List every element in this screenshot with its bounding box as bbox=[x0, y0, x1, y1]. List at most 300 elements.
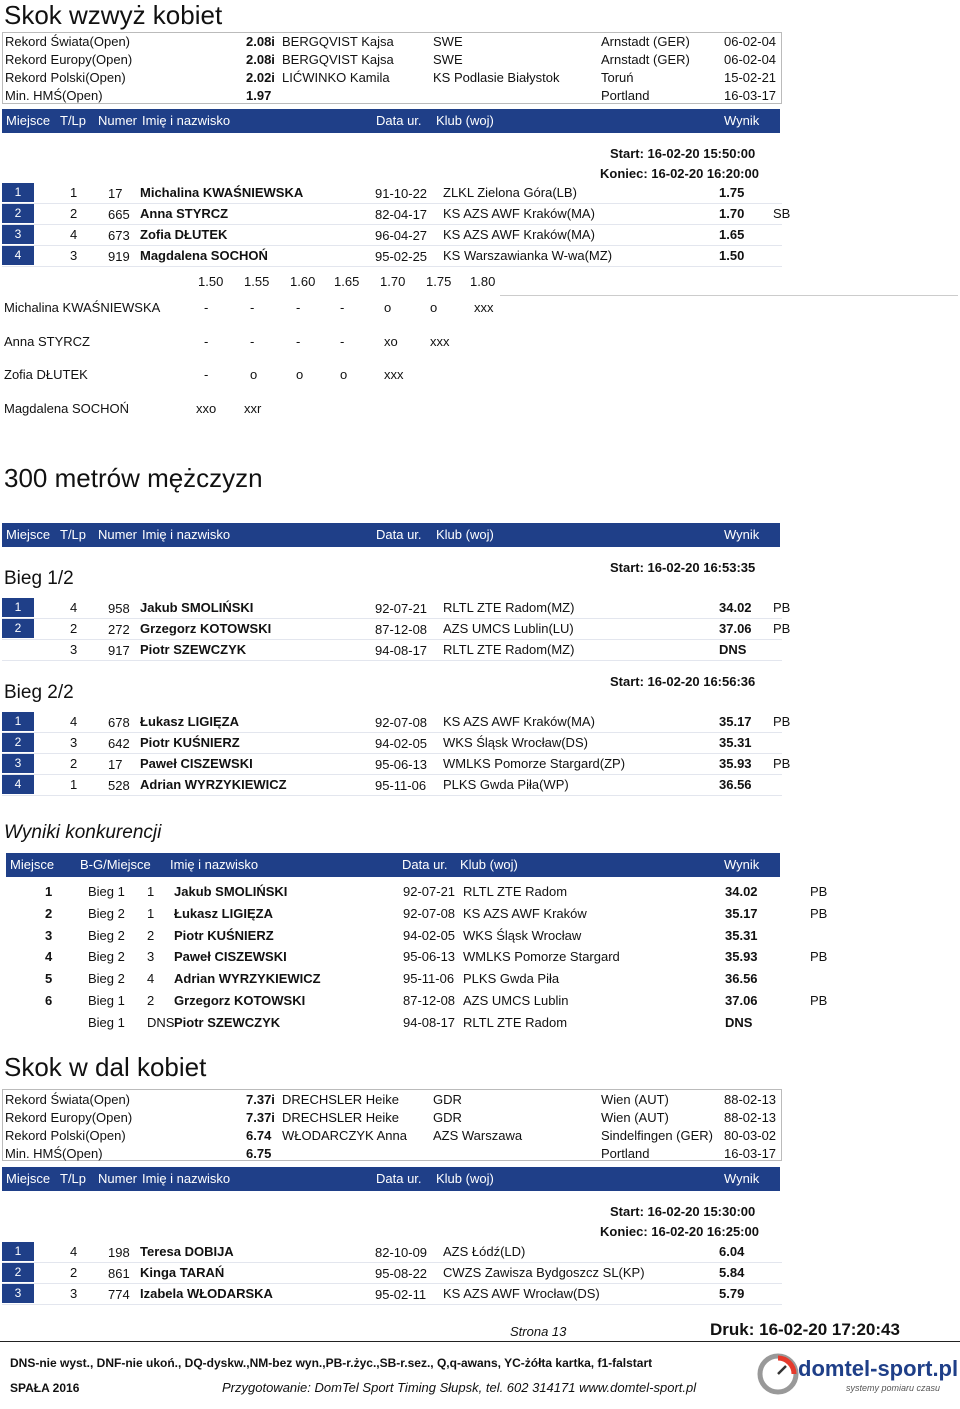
bib-number: 17 bbox=[108, 186, 123, 201]
hj-table-header bbox=[2, 109, 780, 133]
birth-date: 95-06-13 bbox=[375, 757, 428, 772]
club-name: RLTL ZTE Radom(MZ) bbox=[443, 600, 575, 615]
athlete-name: Łukasz LIGIĘZA bbox=[140, 714, 239, 729]
record-date: 06-02-04 bbox=[724, 34, 777, 49]
record-label: Rekord Świata(Open) bbox=[5, 34, 130, 49]
lane-number: 1 bbox=[70, 777, 78, 792]
attempt-mark: - bbox=[340, 333, 345, 349]
record-club: KS Podlasie Białystok bbox=[433, 70, 560, 85]
header-data: Data ur. bbox=[376, 113, 422, 128]
table-row bbox=[0, 1015, 960, 1035]
table-row bbox=[0, 1284, 960, 1304]
result-value: DNS bbox=[719, 642, 747, 657]
comp-heat: Bieg 1 bbox=[88, 993, 125, 1008]
result-value: 35.17 bbox=[725, 905, 758, 921]
lane-number: 2 bbox=[70, 621, 78, 636]
header-data: Data ur. bbox=[376, 1171, 422, 1186]
record-place: Toruń bbox=[601, 70, 634, 85]
comp-header-miejsce: Miejsce bbox=[10, 857, 55, 872]
attempt-mark: - bbox=[204, 300, 209, 315]
header-wynik: Wynik bbox=[724, 1171, 760, 1186]
attempt-mark: - bbox=[340, 300, 345, 315]
record-value: 7.37i bbox=[246, 1110, 275, 1125]
birth-date: 94-08-17 bbox=[403, 1014, 456, 1030]
birth-date: 95-02-11 bbox=[375, 1287, 427, 1302]
place-badge: 2 bbox=[2, 619, 34, 638]
bib-number: 774 bbox=[108, 1287, 130, 1302]
comp-heat-place: 3 bbox=[147, 949, 155, 965]
place-badge: 1 bbox=[2, 183, 34, 202]
header-data: Data ur. bbox=[376, 527, 422, 542]
bib-number: 861 bbox=[108, 1266, 130, 1281]
page-number: Strona 13 bbox=[510, 1324, 567, 1339]
athlete-name: Jakub SMOLIŃSKI bbox=[174, 884, 288, 899]
record-value: 2.08i bbox=[246, 34, 275, 49]
attempt-mark: o bbox=[430, 300, 438, 315]
birth-date: 95-02-25 bbox=[375, 249, 428, 264]
record-value: 2.08i bbox=[246, 52, 275, 67]
heat-start: Start: 16-02-20 16:56:36 bbox=[610, 674, 756, 689]
record-holder: DRECHSLER Heike bbox=[282, 1092, 400, 1107]
heat-label: Bieg 2/2 bbox=[4, 682, 74, 703]
result-note: PB bbox=[810, 993, 828, 1008]
bib-number: 673 bbox=[108, 228, 130, 243]
header-imie: Imię i nazwisko bbox=[142, 527, 231, 542]
record-label: Rekord Świata(Open) bbox=[5, 1092, 130, 1107]
comp-heat: Bieg 2 bbox=[88, 927, 125, 943]
lane-number: 4 bbox=[70, 714, 78, 729]
header-lp: T/Lp bbox=[60, 527, 87, 542]
height-label: 1.55 bbox=[244, 274, 270, 289]
attempt-mark: xxx bbox=[474, 300, 494, 315]
header-numer: Numer bbox=[98, 113, 138, 128]
attempt-mark: o bbox=[384, 300, 392, 315]
place-badge: 2 bbox=[2, 1263, 34, 1282]
bib-number: 958 bbox=[108, 601, 130, 616]
attempt-mark: o bbox=[340, 367, 348, 382]
table-row bbox=[0, 971, 960, 991]
table-row bbox=[0, 906, 960, 926]
club-name: PLKS Gwda Piła bbox=[463, 971, 560, 987]
record-date: 15-02-21 bbox=[724, 70, 777, 85]
comp-place: 6 bbox=[45, 993, 53, 1008]
place-badge: 1 bbox=[2, 1242, 34, 1261]
result-note: PB bbox=[773, 621, 791, 636]
record-holder: WŁODARCZYK Anna bbox=[282, 1128, 407, 1143]
attempt-mark: - bbox=[296, 333, 301, 349]
record-value: 6.74 bbox=[246, 1128, 272, 1143]
lj-start: Start: 16-02-20 15:30:00 bbox=[610, 1204, 756, 1219]
table-row bbox=[0, 775, 960, 795]
comp-heat: Bieg 2 bbox=[88, 905, 125, 921]
club-name: WKS Śląsk Wrocław(DS) bbox=[443, 735, 588, 750]
attempt-mark: xxr bbox=[244, 400, 262, 416]
birth-date: 96-04-27 bbox=[375, 228, 428, 243]
prepared-by: Przygotowanie: DomTel Sport Timing Słupsk, tel. 602 314171 www.domtel-sport.pl bbox=[222, 1380, 697, 1395]
athlete-name: Paweł CISZEWSKI bbox=[174, 949, 287, 965]
club-name: RLTL ZTE Radom bbox=[463, 1014, 568, 1030]
attempt-mark: o bbox=[296, 367, 304, 382]
result-note: SB bbox=[773, 206, 791, 221]
attempt-mark: xxx bbox=[430, 333, 450, 349]
club-name: AZS Łódź(LD) bbox=[443, 1244, 526, 1259]
club-name: RLTL ZTE Radom(MZ) bbox=[443, 642, 575, 657]
legend: DNS-nie wyst., DNF-nie ukoń., DQ-dyskw.,NM-bez wyn.,PB-r.życ.,SB-r.sez., Q,q-awans, YC-żółta kartka, f1-falstart bbox=[10, 1356, 653, 1370]
record-holder: BERGQVIST Kajsa bbox=[282, 34, 394, 49]
comp-heat-place: DNS bbox=[147, 1014, 175, 1030]
birth-date: 87-12-08 bbox=[375, 622, 428, 637]
height-label: 1.50 bbox=[198, 274, 224, 289]
record-holder: LIĆWINKO Kamila bbox=[282, 70, 390, 85]
record-value: 2.02i bbox=[246, 70, 275, 85]
record-holder: DRECHSLER Heike bbox=[282, 1110, 400, 1125]
record-place: Arnstadt (GER) bbox=[601, 34, 690, 49]
athlete-name: Adrian WYRZYKIEWICZ bbox=[174, 971, 321, 987]
athlete-name: Michalina KWAŚNIEWSKA bbox=[140, 185, 304, 200]
attempt-mark: - bbox=[250, 300, 255, 315]
result-note: PB bbox=[773, 714, 791, 729]
birth-date: 94-08-17 bbox=[375, 643, 428, 658]
table-row bbox=[0, 884, 960, 904]
record-club: SWE bbox=[433, 34, 463, 49]
club-name: AZS UMCS Lublin bbox=[463, 993, 569, 1008]
lane-number: 4 bbox=[70, 600, 78, 615]
comp-heat: Bieg 1 bbox=[88, 1014, 125, 1030]
place-badge: 1 bbox=[2, 712, 34, 731]
table-row bbox=[0, 733, 960, 753]
attempt-athlete: Magdalena SOCHOŃ bbox=[4, 400, 129, 416]
heat-start: Start: 16-02-20 16:53:35 bbox=[610, 560, 756, 575]
height-label: 1.75 bbox=[426, 274, 452, 289]
bib-number: 198 bbox=[108, 1245, 130, 1260]
comp-heat: Bieg 2 bbox=[88, 971, 125, 987]
record-label: Rekord Polski(Open) bbox=[5, 70, 126, 85]
lane-number: 3 bbox=[70, 642, 78, 657]
logo-text: domtel-sport.pl bbox=[798, 1356, 959, 1381]
result-note: PB bbox=[810, 884, 828, 899]
lane-number: 3 bbox=[70, 735, 78, 750]
bib-number: 528 bbox=[108, 778, 130, 793]
comp-title: Wyniki konkurencji bbox=[4, 822, 162, 843]
attempt-mark: - bbox=[250, 333, 255, 349]
comp-header-imie: Imię i nazwisko bbox=[170, 857, 259, 872]
result-value: 35.31 bbox=[725, 927, 758, 943]
bib-number: 917 bbox=[108, 643, 130, 658]
comp-header-data: Data ur. bbox=[402, 857, 448, 872]
club-name: KS AZS AWF Kraków(MA) bbox=[443, 714, 595, 729]
attempt-athlete: Anna STYRCZ bbox=[4, 333, 90, 349]
athlete-name: Grzegorz KOTOWSKI bbox=[174, 993, 306, 1008]
club-name: CWZS Zawisza Bydgoszcz SL(KP) bbox=[443, 1265, 645, 1280]
record-club: AZS Warszawa bbox=[433, 1128, 523, 1143]
club-name: KS AZS AWF Kraków(MA) bbox=[443, 227, 595, 242]
athlete-name: Piotr SZEWCZYK bbox=[174, 1014, 281, 1030]
athlete-name: Piotr KUŚNIERZ bbox=[174, 927, 274, 943]
bib-number: 17 bbox=[108, 757, 123, 772]
m300-title: 300 metrów mężczyzn bbox=[4, 463, 263, 493]
club-name: KS AZS AWF Kraków(MA) bbox=[443, 206, 595, 221]
table-row bbox=[0, 1242, 960, 1262]
lane-number: 2 bbox=[70, 756, 78, 771]
comp-heat: Bieg 2 bbox=[88, 949, 125, 965]
comp-header-wynik: Wynik bbox=[724, 857, 760, 872]
record-value: 7.37i bbox=[246, 1092, 275, 1107]
comp-place: 2 bbox=[45, 905, 53, 921]
birth-date: 94-02-05 bbox=[403, 927, 456, 943]
bib-number: 642 bbox=[108, 736, 130, 751]
birth-date: 92-07-08 bbox=[403, 905, 456, 921]
record-label: Min. HMŚ(Open) bbox=[5, 1146, 103, 1161]
m300-table-header bbox=[2, 523, 780, 547]
birth-date: 94-02-05 bbox=[375, 736, 428, 751]
table-row bbox=[0, 246, 960, 266]
header-numer: Numer bbox=[98, 1171, 138, 1186]
record-value: 1.97 bbox=[246, 88, 272, 103]
attempt-mark: o bbox=[250, 367, 258, 382]
result-value: DNS bbox=[725, 1014, 753, 1030]
birth-date: 87-12-08 bbox=[403, 993, 456, 1008]
lane-number: 4 bbox=[70, 227, 78, 242]
record-club: GDR bbox=[433, 1092, 462, 1107]
club-name: AZS UMCS Lublin(LU) bbox=[443, 621, 574, 636]
height-label: 1.60 bbox=[290, 274, 316, 289]
lane-number: 3 bbox=[70, 248, 78, 263]
record-place: Sindelfingen (GER) bbox=[601, 1128, 713, 1143]
result-value: 1.75 bbox=[719, 185, 745, 200]
header-klub: Klub (woj) bbox=[436, 1171, 494, 1186]
header-klub: Klub (woj) bbox=[436, 113, 494, 128]
result-value: 34.02 bbox=[725, 884, 758, 899]
record-label: Rekord Polski(Open) bbox=[5, 1128, 126, 1143]
lj-table-header bbox=[2, 1167, 780, 1191]
comp-heat-place: 2 bbox=[147, 993, 155, 1008]
athlete-name: Kinga TARAŃ bbox=[140, 1265, 225, 1280]
result-value: 36.56 bbox=[719, 777, 752, 792]
birth-date: 95-06-13 bbox=[403, 949, 456, 965]
athlete-name: Anna STYRCZ bbox=[140, 206, 229, 221]
header-miejsce: Miejsce bbox=[6, 113, 51, 128]
record-date: 16-03-17 bbox=[724, 1146, 777, 1161]
birth-date: 92-07-08 bbox=[375, 715, 428, 730]
result-value: 1.65 bbox=[719, 227, 745, 242]
athlete-name: Piotr SZEWCZYK bbox=[140, 642, 247, 657]
birth-date: 91-10-22 bbox=[375, 186, 428, 201]
table-row bbox=[0, 949, 960, 969]
place-badge: 3 bbox=[2, 754, 34, 773]
result-note: PB bbox=[810, 949, 828, 965]
logo-sub: systemy pomiaru czasu bbox=[846, 1383, 941, 1393]
athlete-name: Paweł CISZEWSKI bbox=[140, 756, 253, 771]
result-value: 35.17 bbox=[719, 714, 752, 729]
comp-heat-place: 1 bbox=[147, 884, 155, 899]
lj-title: Skok w dal kobiet bbox=[4, 1052, 207, 1082]
table-row bbox=[0, 712, 960, 732]
record-value: 6.75 bbox=[246, 1146, 272, 1161]
result-value: 5.84 bbox=[719, 1265, 745, 1280]
lane-number: 2 bbox=[70, 206, 78, 221]
athlete-name: Adrian WYRZYKIEWICZ bbox=[140, 777, 287, 792]
club-name: WMLKS Pomorze Stargard(ZP) bbox=[443, 756, 626, 771]
record-label: Rekord Europy(Open) bbox=[5, 1110, 133, 1125]
club-name: WKS Śląsk Wrocław bbox=[463, 927, 582, 943]
header-lp: T/Lp bbox=[60, 113, 87, 128]
domtel-logo-icon bbox=[756, 1352, 800, 1396]
comp-heat-place: 2 bbox=[147, 927, 155, 943]
comp-heat-place: 4 bbox=[147, 971, 155, 987]
comp-heat-place: 1 bbox=[147, 905, 155, 921]
result-value: 35.93 bbox=[719, 756, 752, 771]
record-place: Portland bbox=[601, 88, 650, 103]
club-name: RLTL ZTE Radom bbox=[463, 884, 568, 899]
club-name: PLKS Gwda Piła(WP) bbox=[443, 777, 569, 792]
athlete-name: Łukasz LIGIĘZA bbox=[174, 905, 273, 921]
place-badge: 2 bbox=[2, 733, 34, 752]
club-name: KS Warszawianka W-wa(MZ) bbox=[443, 248, 613, 263]
height-label: 1.65 bbox=[334, 274, 360, 289]
lane-number: 3 bbox=[70, 1286, 78, 1301]
row-divider bbox=[2, 660, 782, 661]
hj-start: Start: 16-02-20 15:50:00 bbox=[610, 146, 756, 161]
header-imie: Imię i nazwisko bbox=[142, 1171, 231, 1186]
athlete-name: Magdalena SOCHOŃ bbox=[140, 248, 268, 263]
row-divider bbox=[2, 1304, 782, 1305]
athlete-name: Izabela WŁODARSKA bbox=[140, 1286, 273, 1301]
header-wynik: Wynik bbox=[724, 113, 760, 128]
comp-place: 5 bbox=[45, 971, 53, 987]
place-badge: 3 bbox=[2, 225, 34, 244]
attempt-athlete: Michalina KWAŚNIEWSKA bbox=[4, 300, 161, 315]
comp-place: 3 bbox=[45, 927, 53, 943]
result-note: PB bbox=[773, 600, 791, 615]
result-value: 35.31 bbox=[719, 735, 752, 750]
record-holder: BERGQVIST Kajsa bbox=[282, 52, 394, 67]
table-row bbox=[0, 993, 960, 1013]
hj-title: Skok wzwyż kobiet bbox=[4, 0, 223, 30]
club-name: ZLKL Zielona Góra(LB) bbox=[443, 185, 577, 200]
athlete-name: Grzegorz KOTOWSKI bbox=[140, 621, 272, 636]
attempt-mark: - bbox=[204, 367, 209, 382]
record-label: Rekord Europy(Open) bbox=[5, 52, 133, 67]
table-row bbox=[0, 1263, 960, 1283]
attempt-mark: xxo bbox=[196, 400, 217, 416]
bib-number: 272 bbox=[108, 622, 130, 637]
record-date: 88-02-13 bbox=[724, 1110, 777, 1125]
row-divider bbox=[2, 266, 782, 267]
record-place: Wien (AUT) bbox=[601, 1092, 669, 1107]
header-miejsce: Miejsce bbox=[6, 1171, 51, 1186]
result-note: PB bbox=[810, 905, 828, 921]
result-value: 37.06 bbox=[719, 621, 752, 636]
hj-end: Koniec: 16-02-20 16:20:00 bbox=[600, 166, 759, 181]
header-imie: Imię i nazwisko bbox=[142, 113, 231, 128]
record-label: Min. HMŚ(Open) bbox=[5, 88, 103, 103]
height-label: 1.80 bbox=[470, 274, 496, 289]
record-date: 16-03-17 bbox=[724, 88, 777, 103]
bib-number: 665 bbox=[108, 207, 130, 222]
record-club: GDR bbox=[433, 1110, 462, 1125]
club-name: WMLKS Pomorze Stargard bbox=[463, 949, 620, 965]
table-row bbox=[0, 225, 960, 245]
place-badge: 4 bbox=[2, 246, 34, 265]
print-time: Druk: 16-02-20 17:20:43 bbox=[710, 1320, 900, 1339]
birth-date: 92-07-21 bbox=[375, 601, 428, 616]
athlete-name: Jakub SMOLIŃSKI bbox=[140, 600, 254, 615]
attempt-mark: - bbox=[204, 333, 209, 349]
table-row bbox=[0, 598, 960, 618]
record-date: 88-02-13 bbox=[724, 1092, 777, 1107]
athlete-name: Piotr KUŚNIERZ bbox=[140, 735, 240, 750]
birth-date: 95-11-06 bbox=[403, 971, 455, 987]
comp-header-klub: Klub (woj) bbox=[460, 857, 518, 872]
place-badge: 4 bbox=[2, 775, 34, 794]
birth-date: 82-10-09 bbox=[375, 1245, 428, 1260]
result-value: 6.04 bbox=[719, 1244, 745, 1259]
result-value: 37.06 bbox=[725, 993, 758, 1008]
place-badge: 2 bbox=[2, 204, 34, 223]
record-place: Wien (AUT) bbox=[601, 1110, 669, 1125]
place-badge: 3 bbox=[2, 1284, 34, 1303]
record-place: Arnstadt (GER) bbox=[601, 52, 690, 67]
table-row bbox=[0, 640, 960, 660]
comp-header-bg: B-G/Miejsce bbox=[80, 857, 151, 872]
result-value: 35.93 bbox=[725, 949, 758, 965]
bib-number: 678 bbox=[108, 715, 130, 730]
birth-date: 95-08-22 bbox=[375, 1266, 428, 1281]
attempt-mark: - bbox=[296, 300, 301, 315]
result-value: 34.02 bbox=[719, 600, 752, 615]
header-wynik: Wynik bbox=[724, 527, 760, 542]
heat-label: Bieg 1/2 bbox=[4, 568, 74, 589]
birth-date: 82-04-17 bbox=[375, 207, 428, 222]
result-value: 5.79 bbox=[719, 1286, 745, 1301]
table-row bbox=[0, 754, 960, 774]
record-date: 80-03-02 bbox=[724, 1128, 777, 1143]
lane-number: 1 bbox=[70, 185, 78, 200]
athlete-name: Zofia DŁUTEK bbox=[140, 227, 228, 242]
attempt-mark: xo bbox=[384, 333, 398, 349]
lane-number: 2 bbox=[70, 1265, 78, 1280]
record-date: 06-02-04 bbox=[724, 52, 777, 67]
event-name: SPAŁA 2016 bbox=[10, 1381, 80, 1395]
birth-date: 92-07-21 bbox=[403, 884, 456, 899]
header-numer: Numer bbox=[98, 527, 138, 542]
club-name: KS AZS AWF Wrocław(DS) bbox=[443, 1286, 600, 1301]
height-label: 1.70 bbox=[380, 274, 406, 289]
header-miejsce: Miejsce bbox=[6, 527, 51, 542]
athlete-name: Teresa DOBIJA bbox=[140, 1244, 234, 1259]
record-place: Portland bbox=[601, 1146, 650, 1161]
table-row bbox=[0, 204, 960, 224]
comp-table-header bbox=[6, 853, 780, 877]
result-value: 36.56 bbox=[725, 971, 758, 987]
record-club: SWE bbox=[433, 52, 463, 67]
bib-number: 919 bbox=[108, 249, 130, 264]
row-divider bbox=[2, 795, 782, 796]
result-value: 1.50 bbox=[719, 248, 745, 263]
footer-divider bbox=[0, 1341, 960, 1342]
club-name: KS AZS AWF Kraków bbox=[463, 905, 587, 921]
result-value: 1.70 bbox=[719, 206, 745, 221]
lj-end: Koniec: 16-02-20 16:25:00 bbox=[600, 1224, 759, 1239]
comp-place: 4 bbox=[45, 949, 53, 965]
comp-heat: Bieg 1 bbox=[88, 884, 125, 899]
birth-date: 95-11-06 bbox=[375, 778, 427, 793]
table-row bbox=[0, 183, 960, 203]
table-row bbox=[0, 619, 960, 639]
header-lp: T/Lp bbox=[60, 1171, 87, 1186]
result-note: PB bbox=[773, 756, 791, 771]
attempt-mark: xxx bbox=[384, 367, 404, 382]
